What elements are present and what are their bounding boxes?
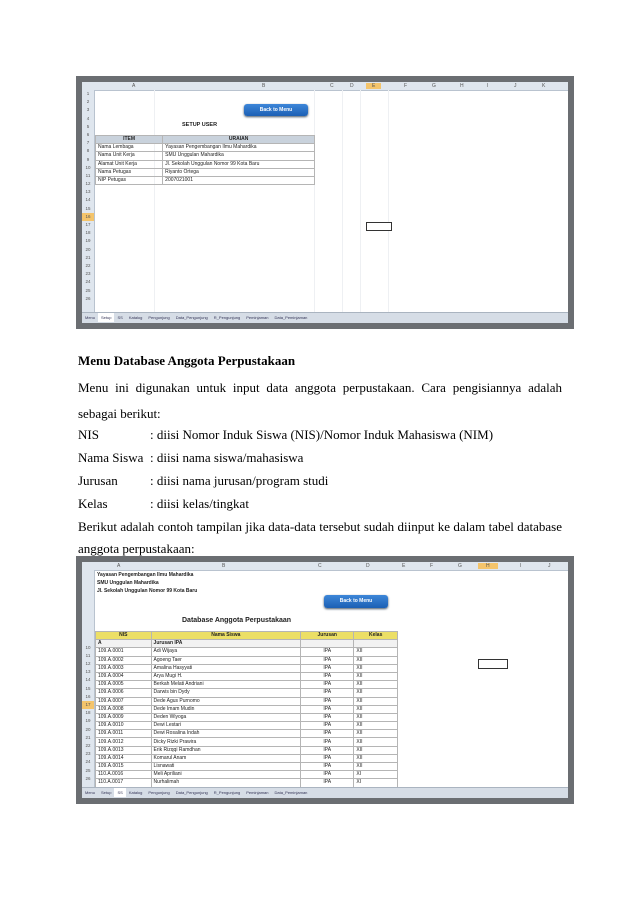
nis-cell[interactable]: 109.A.0003 xyxy=(96,664,152,672)
nama-cell[interactable]: Dede Imam Mudin xyxy=(151,705,301,713)
col-header-h[interactable]: H xyxy=(478,563,498,569)
field-value: : diisi nama siswa/mahasiswa xyxy=(150,450,304,465)
back-to-menu-button[interactable]: Back to Menu xyxy=(324,595,388,608)
jurusan-cell[interactable]: IPA xyxy=(301,648,354,656)
database-title: Database Anggota Perpustakaan xyxy=(182,617,292,624)
jurusan-cell[interactable]: IPA xyxy=(301,730,354,738)
member-row[interactable] xyxy=(96,648,398,656)
sheet-tab-bar xyxy=(82,787,568,798)
jurusan-cell[interactable]: IPA xyxy=(301,672,354,680)
sheet-tab[interactable]: Katalog xyxy=(128,790,143,795)
jurusan-cell[interactable]: IPA xyxy=(301,656,354,664)
member-row[interactable] xyxy=(96,746,398,754)
nama-cell[interactable]: Dewi Rosalina Indah xyxy=(151,730,301,738)
col-header-h[interactable]: H xyxy=(460,83,464,89)
member-row[interactable] xyxy=(96,705,398,713)
nis-cell[interactable]: 109.A.0006 xyxy=(96,689,152,697)
nama-cell[interactable]: Deden Wiyoga xyxy=(151,713,301,721)
row-header[interactable]: 18 xyxy=(85,710,91,716)
row-header[interactable]: 19 xyxy=(85,238,91,244)
member-row[interactable] xyxy=(96,656,398,664)
col-header-i[interactable]: I xyxy=(520,563,522,569)
jurusan-cell[interactable]: IPA xyxy=(301,754,354,762)
nama-cell[interactable]: Amalina Hasyyati xyxy=(151,664,301,672)
field-key: Kelas xyxy=(78,496,108,511)
col-header-j[interactable]: J xyxy=(514,83,517,89)
nis-cell[interactable]: 109.A.0004 xyxy=(96,672,152,680)
member-row[interactable] xyxy=(96,722,398,730)
row-header[interactable]: 18 xyxy=(85,230,91,236)
nis-cell[interactable]: 110.A.0016 xyxy=(96,771,152,779)
row-header[interactable]: 25 xyxy=(85,287,91,293)
nama-header: Nama Siswa xyxy=(151,632,301,640)
row-header[interactable]: 21 xyxy=(85,734,91,740)
nama-cell[interactable]: Dede Agus Purnomo xyxy=(151,697,301,705)
table-row[interactable] xyxy=(96,160,315,168)
member-row[interactable] xyxy=(96,681,398,689)
sheet-tab[interactable]: Data_Pengunjung xyxy=(175,790,208,795)
row-header[interactable]: 23 xyxy=(85,271,91,277)
jurusan-cell[interactable]: IPA xyxy=(301,697,354,705)
col-header-c[interactable]: C xyxy=(330,83,334,89)
row-header[interactable] xyxy=(82,578,94,586)
uraian-cell[interactable]: Yayasan Pengembangan Ilmu Mahardika xyxy=(163,144,315,152)
kelas-cell[interactable]: XII xyxy=(354,681,398,689)
org-line: Jl. Sekolah Unggulan Nomor 99 Kota Baru xyxy=(97,588,198,594)
org-line: Yayasan Pengembangan Ilmu Mahardika xyxy=(97,572,194,578)
table-row[interactable] xyxy=(96,144,315,152)
row-header-bar xyxy=(82,90,95,313)
col-header-j[interactable]: J xyxy=(548,563,551,569)
item-header: ITEM xyxy=(96,136,163,144)
member-row[interactable] xyxy=(96,713,398,721)
row-header[interactable]: 4 xyxy=(86,115,90,121)
row-header[interactable]: 3 xyxy=(86,107,90,113)
row-header[interactable] xyxy=(82,611,94,619)
intro-paragraph-line1: Menu ini digunakan untuk input data anggota perpustakaan. Cara pengisiannya adalah xyxy=(78,380,562,395)
nis-cell[interactable]: 109.A.0008 xyxy=(96,705,152,713)
nama-cell[interactable]: Adi Wijaya xyxy=(151,648,301,656)
nama-cell[interactable]: Nurhalimah xyxy=(151,779,301,787)
col-header-f[interactable]: F xyxy=(404,83,408,89)
row-header[interactable] xyxy=(82,570,94,578)
row-header[interactable]: 14 xyxy=(85,677,91,683)
col-header-b[interactable]: B xyxy=(262,83,266,89)
row-header[interactable]: 19 xyxy=(85,718,91,724)
active-cell-cursor[interactable] xyxy=(478,659,508,669)
sheet-tab[interactable]: Menu xyxy=(85,790,96,795)
back-to-menu-button[interactable]: Back to Menu xyxy=(244,104,308,116)
member-table xyxy=(95,631,398,788)
col-header-a[interactable]: A xyxy=(117,563,121,569)
nama-cell[interactable]: Dicky Rizki Prawira xyxy=(151,738,301,746)
org-header xyxy=(97,571,197,595)
jurusan-cell[interactable]: IPA xyxy=(301,746,354,754)
nis-cell[interactable]: 109.A.0013 xyxy=(96,746,152,754)
jurusan-cell[interactable]: IPA xyxy=(301,713,354,721)
row-header[interactable]: 13 xyxy=(85,669,91,675)
member-row[interactable] xyxy=(96,779,398,787)
row-header[interactable] xyxy=(82,595,94,603)
nama-cell[interactable]: Arya Mugi H. xyxy=(151,672,301,680)
jurusan-cell[interactable]: IPA xyxy=(301,664,354,672)
row-header[interactable]: 12 xyxy=(85,661,91,667)
kelas-cell[interactable]: XII xyxy=(354,705,398,713)
nis-cell[interactable]: 109.A.0011 xyxy=(96,730,152,738)
row-header[interactable]: 13 xyxy=(85,189,91,195)
kelas-cell[interactable]: XII xyxy=(354,664,398,672)
col-header-b[interactable]: B xyxy=(222,563,226,569)
item-cell[interactable]: Nama Petugas xyxy=(96,168,163,176)
nis-cell[interactable]: 109.A.0009 xyxy=(96,713,152,721)
uraian-header: URAIAN xyxy=(163,136,315,144)
item-cell[interactable]: NIP Petugas xyxy=(96,176,163,184)
sheet-tab[interactable]: Menu xyxy=(85,315,96,320)
nis-cell[interactable]: 109.A.0014 xyxy=(96,754,152,762)
col-header-a[interactable]: A xyxy=(132,83,136,89)
nis-cell[interactable]: 109.A.0007 xyxy=(96,697,152,705)
sheet-tab[interactable]: Pengunjung xyxy=(148,315,170,320)
member-row[interactable] xyxy=(96,754,398,762)
row-header[interactable]: 7 xyxy=(86,140,90,146)
col-header-d[interactable]: D xyxy=(350,83,354,89)
kelas-cell[interactable]: XI xyxy=(354,771,398,779)
col-header-e[interactable]: E xyxy=(402,563,406,569)
jurusan-header: Jurusan xyxy=(301,632,354,640)
item-cell[interactable]: Nama Unit Kerja xyxy=(96,152,163,160)
field-nis xyxy=(78,426,493,443)
row-header[interactable]: 20 xyxy=(85,726,91,732)
nis-header: NIS xyxy=(96,632,152,640)
nama-cell[interactable]: Agoeng Taer xyxy=(151,656,301,664)
kelas-cell[interactable]: XII xyxy=(354,730,398,738)
jurusan-cell[interactable]: IPA xyxy=(301,705,354,713)
row-header[interactable] xyxy=(82,619,94,627)
table-row[interactable] xyxy=(96,176,315,184)
row-header[interactable]: 2 xyxy=(86,99,90,105)
row-header[interactable] xyxy=(82,627,94,635)
row-header[interactable]: 14 xyxy=(85,197,91,203)
jurusan-cell[interactable]: IPA xyxy=(301,779,354,787)
row-header[interactable]: 23 xyxy=(85,751,91,757)
col-header-f[interactable]: F xyxy=(430,563,434,569)
row-header[interactable] xyxy=(82,603,94,611)
row-header[interactable]: 20 xyxy=(85,246,91,252)
nama-cell[interactable]: Lisnawati xyxy=(151,763,301,771)
active-cell-cursor[interactable] xyxy=(366,222,392,231)
kelas-cell[interactable]: XII xyxy=(354,763,398,771)
row-header[interactable] xyxy=(82,636,94,644)
setup-user-table xyxy=(95,135,315,185)
member-row[interactable] xyxy=(96,664,398,672)
kelas-cell[interactable]: XII xyxy=(354,746,398,754)
setup-user-screenshot xyxy=(76,76,574,329)
row-header[interactable]: 8 xyxy=(86,148,90,154)
col-header-c[interactable]: C xyxy=(318,563,322,569)
member-row[interactable] xyxy=(96,738,398,746)
sheet-tab-bar xyxy=(82,312,568,323)
nis-cell[interactable]: 109.A.0010 xyxy=(96,722,152,730)
spreadsheet-setup-user xyxy=(82,82,568,323)
row-header[interactable]: 16 xyxy=(82,213,94,221)
row-header[interactable]: 15 xyxy=(85,685,91,691)
item-cell[interactable]: Nama Lembaga xyxy=(96,144,163,152)
row-header[interactable]: 26 xyxy=(85,775,91,781)
kelas-header: Kelas xyxy=(354,632,398,640)
row-header[interactable]: 22 xyxy=(85,262,91,268)
sheet-tab[interactable]: Data_Peminjaman xyxy=(274,790,308,795)
kelas-cell[interactable]: XI xyxy=(354,779,398,787)
intro-paragraph-line2: sebagai berikut: xyxy=(78,406,161,421)
kelas-cell[interactable]: XII xyxy=(354,738,398,746)
jurusan-cell[interactable]: IPA xyxy=(301,763,354,771)
row-header[interactable]: 11 xyxy=(85,652,91,658)
nama-cell[interactable]: Berkah Melati Andriani xyxy=(151,681,301,689)
member-row[interactable] xyxy=(96,689,398,697)
col-header-i[interactable]: I xyxy=(487,83,489,89)
nis-cell[interactable]: 109.A.0001 xyxy=(96,648,152,656)
uraian-cell[interactable]: Jl. Sekolah Unggulan Nomor 99 Kota Baru xyxy=(163,160,315,168)
org-line: SMU Unggulan Mahardika xyxy=(97,580,159,586)
row-header[interactable]: 10 xyxy=(85,164,91,170)
nis-cell[interactable]: 109.A.0002 xyxy=(96,656,152,664)
field-value: : diisi nama jurusan/program studi xyxy=(150,473,329,488)
uraian-cell[interactable]: Riyanto Ortega xyxy=(163,168,315,176)
nama-cell[interactable]: Meli Apriliani xyxy=(151,771,301,779)
group-label: Jurusan IPA xyxy=(151,640,301,648)
jurusan-cell[interactable]: IPA xyxy=(301,689,354,697)
sheet-tab[interactable]: Setup xyxy=(101,790,112,795)
nis-cell[interactable]: 109.A.0005 xyxy=(96,681,152,689)
row-header[interactable]: 12 xyxy=(85,181,91,187)
row-header[interactable]: 9 xyxy=(86,156,90,162)
col-header-g[interactable]: G xyxy=(432,83,436,89)
row-header[interactable]: 22 xyxy=(85,742,91,748)
setup-user-title: SETUP USER xyxy=(182,122,218,128)
nama-cell[interactable]: Komarul Anam xyxy=(151,754,301,762)
row-header-bar xyxy=(82,570,95,788)
kelas-cell[interactable]: XII xyxy=(354,672,398,680)
nis-cell[interactable]: 110.A.0017 xyxy=(96,779,152,787)
field-nama-siswa xyxy=(78,449,303,466)
field-value: : diisi Nomor Induk Siswa (NIS)/Nomor Induk Mahasiswa (NIM) xyxy=(150,427,494,442)
sheet-tab[interactable]: SS xyxy=(117,315,123,320)
row-header[interactable]: 5 xyxy=(86,123,90,129)
col-header-g[interactable]: G xyxy=(458,563,462,569)
jurusan-cell[interactable]: IPA xyxy=(301,771,354,779)
row-header[interactable]: 6 xyxy=(86,131,90,137)
jurusan-cell[interactable]: IPA xyxy=(301,738,354,746)
col-header-d[interactable]: D xyxy=(366,563,370,569)
member-row[interactable] xyxy=(96,672,398,680)
kelas-cell[interactable]: XII xyxy=(354,754,398,762)
kelas-cell[interactable]: XII xyxy=(354,648,398,656)
jurusan-cell[interactable]: IPA xyxy=(301,681,354,689)
spreadsheet-database-anggota xyxy=(82,562,568,798)
sheet-tab[interactable]: SS xyxy=(114,788,125,797)
database-anggota-screenshot xyxy=(76,556,574,804)
nama-cell[interactable]: Dewi Lestari xyxy=(151,722,301,730)
col-header-e[interactable]: E xyxy=(366,83,381,89)
outro-paragraph-line1: Berikut adalah contoh tampilan jika data-data tersebut sudah diinput ke dalam tabel database xyxy=(78,519,562,534)
kelas-cell[interactable]: XII xyxy=(354,689,398,697)
nis-cell[interactable]: 109.A.0012 xyxy=(96,738,152,746)
item-cell[interactable]: Alamat Unit Kerja xyxy=(96,160,163,168)
group-code: A xyxy=(96,640,152,648)
kelas-cell[interactable]: XII xyxy=(354,713,398,721)
nama-cell[interactable]: Darwis bin Dydy xyxy=(151,689,301,697)
jurusan-cell[interactable]: IPA xyxy=(301,722,354,730)
row-header[interactable]: 24 xyxy=(85,279,91,285)
outro-paragraph-line2: anggota perpustakaan: xyxy=(78,541,195,556)
sheet-tab[interactable]: R_Pengunjung xyxy=(213,790,241,795)
member-row[interactable] xyxy=(96,771,398,779)
column-header-bar xyxy=(82,562,568,571)
row-header[interactable] xyxy=(82,586,94,594)
field-kelas xyxy=(78,495,249,512)
nama-cell[interactable]: Erik Rizqqi Ramdhan xyxy=(151,746,301,754)
sheet-tab[interactable]: Peminjaman xyxy=(246,790,269,795)
kelas-cell[interactable]: XII xyxy=(354,722,398,730)
member-row[interactable] xyxy=(96,697,398,705)
row-header[interactable]: 26 xyxy=(85,295,91,301)
row-header[interactable]: 1 xyxy=(86,91,90,96)
sheet-tab[interactable]: Data_Pengunjung xyxy=(175,315,208,320)
row-header[interactable]: 17 xyxy=(85,222,91,227)
field-key: Jurusan xyxy=(78,473,118,488)
field-jurusan xyxy=(78,472,328,489)
row-header[interactable]: 21 xyxy=(85,254,91,260)
section-heading: Menu Database Anggota Perpustakaan xyxy=(78,353,296,368)
row-header[interactable]: 11 xyxy=(85,172,91,178)
member-row[interactable] xyxy=(96,730,398,738)
row-header[interactable]: 16 xyxy=(85,693,91,699)
uraian-cell[interactable]: 2007021001 xyxy=(163,176,315,184)
sheet-tab[interactable]: Katalog xyxy=(128,315,143,320)
kelas-cell[interactable]: XII xyxy=(354,697,398,705)
member-row[interactable] xyxy=(96,763,398,771)
sheet-tab[interactable]: Pengunjung xyxy=(148,790,170,795)
row-header[interactable]: 25 xyxy=(85,767,91,773)
group-row xyxy=(96,640,398,648)
row-header[interactable]: 10 xyxy=(85,644,91,650)
row-header[interactable]: 17 xyxy=(82,701,94,709)
nis-cell[interactable]: 109.A.0015 xyxy=(96,763,152,771)
sheet-tab[interactable]: R_Pengunjung xyxy=(213,315,241,320)
row-header[interactable]: 24 xyxy=(85,759,91,765)
table-row[interactable] xyxy=(96,152,315,160)
field-key: NIS xyxy=(78,427,99,442)
kelas-cell[interactable]: XII xyxy=(354,656,398,664)
field-key: Nama Siswa xyxy=(78,450,144,465)
sheet-tab[interactable]: Setup xyxy=(98,313,114,322)
table-row[interactable] xyxy=(96,168,315,176)
col-header-k[interactable]: K xyxy=(542,83,546,89)
field-value: : diisi kelas/tingkat xyxy=(150,496,249,511)
uraian-cell[interactable]: SMU Unggulan Mahardika xyxy=(163,152,315,160)
sheet-tab[interactable]: Peminjaman xyxy=(246,315,269,320)
row-header[interactable]: 15 xyxy=(85,205,91,211)
sheet-tab[interactable]: Data_Peminjaman xyxy=(274,315,308,320)
